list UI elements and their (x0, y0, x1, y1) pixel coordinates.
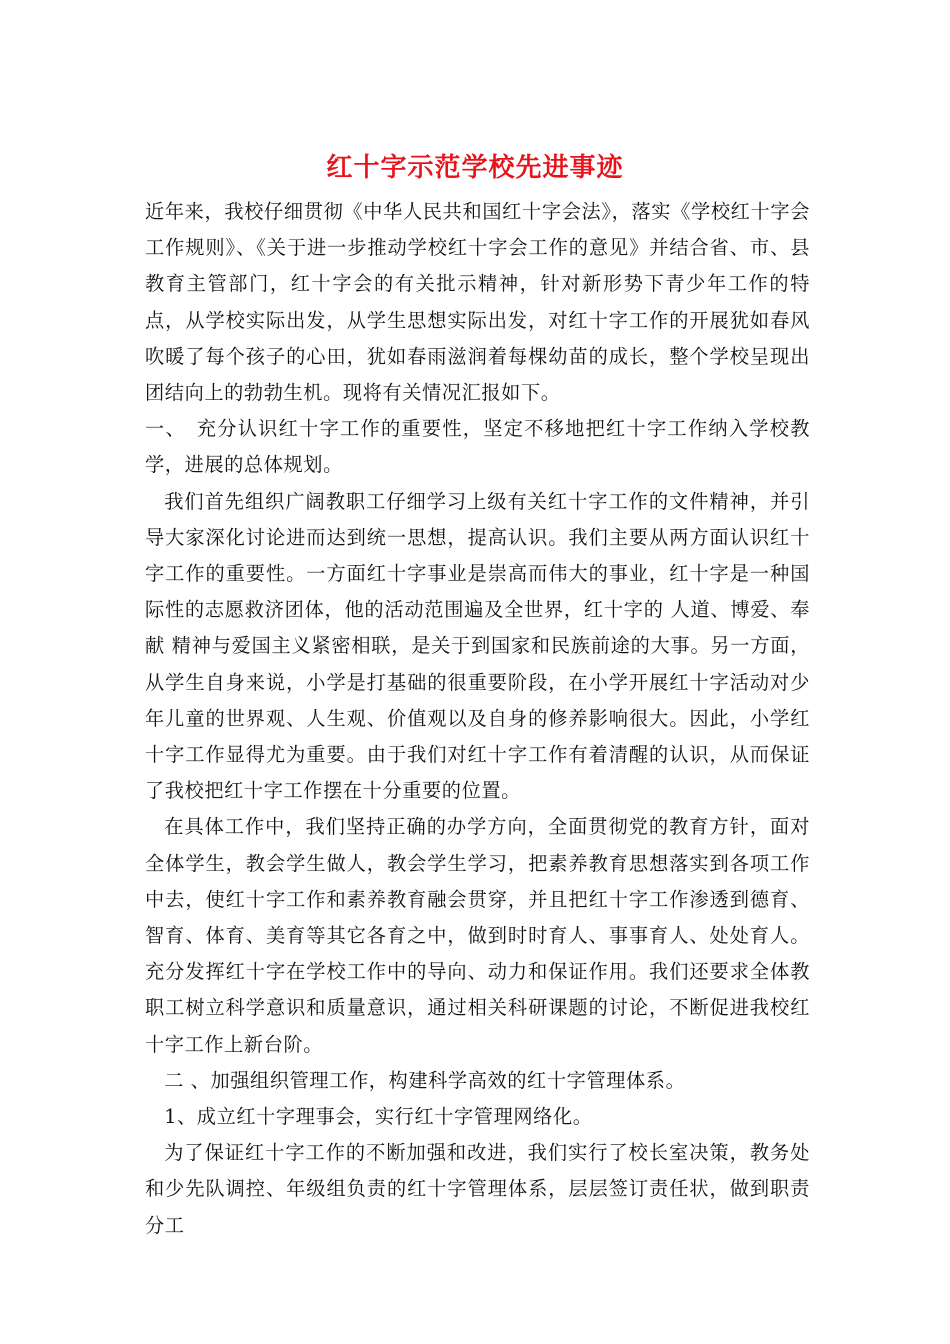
subsection-heading-1: 1、成立红十字理事会，实行红十字管理网络化。 (164, 1105, 593, 1129)
paragraph-practice: 在具体工作中，我们坚持正确的办学方向，全面贯彻党的教育方针，面对全体学生，教会学生做人，教会学生学习，把素养教育思想落实到各项工作中去，使红十字工作和素养教育融会贯穿，并且把红十字工作渗透到德育、智育、体育、美育等其它各育之中，做到时时育人、事事育人、处处育人。充分发挥红十字在学校工作中的导向、动力和保证作用。我们还要求全体教职工树立科学意识和质量意识，通过相关科研课题的讨论，不断促进我校红十字工作上新台阶。 (145, 815, 810, 1056)
section-heading-2: 二 、加强组织管理工作，构建科学高效的红十字管理体系。 (164, 1068, 686, 1092)
document-title: 红十字示范学校先进事迹 (326, 153, 624, 183)
document-body (145, 194, 810, 1244)
paragraph-importance: 我们首先组织广阔教职工仔细学习上级有关红十字工作的文件精神，并引导大家深化讨论进而达到统一思想，提高认识。我们主要从两方面认识红十字工作的重要性。一方面红十字事业是崇高而伟大的事业，红十字是一种国际性的志愿救济团体，他的活动范围遍及全世界，红十字的 人道、博爱、奉献 精神与爱国主义紧密相联，是关于到国家和民族前途的大事。另一方面，从学生自身来说，小学是打基础的很重要阶段，在小学开展红十字活动对少年儿童的世界观、人生观、价值观以及自身的修养影响很大。因此，小学红十字工作显得尤为重要。由于我们对红十字工作有着清醒的认识，从而保证了我校把红十字工作摆在十分重要的位置。 (145, 489, 810, 803)
paragraph-intro: 近年来，我校仔细贯彻《中华人民共和国红十字会法》，落实《学校红十字会工作规则》、《关于进一步推动学校红十字会工作的意见》并结合省、市、县教育主管部门，红十字会的有关批示精神，针对新形势下青少年工作的特点，从学校实际出发，从学生思想实际出发，对红十字工作的开展犹如春风吹暖了每个孩子的心田，犹如春雨滋润着每棵幼苗的成长，整个学校呈现出团结向上的勃勃生机。现将有关情况汇报如下。 (145, 200, 810, 405)
section-heading-1: 一、 充分认识红十字工作的重要性，坚定不移地把红十字工作纳入学校教学，进展的总体规划。 (145, 417, 810, 477)
paragraph-management: 为了保证红十字工作的不断加强和改进，我们实行了校长室决策，教务处和少先队调控、年级组负责的红十字管理体系，层层签订责任状，做到职责分工 (145, 1141, 810, 1237)
